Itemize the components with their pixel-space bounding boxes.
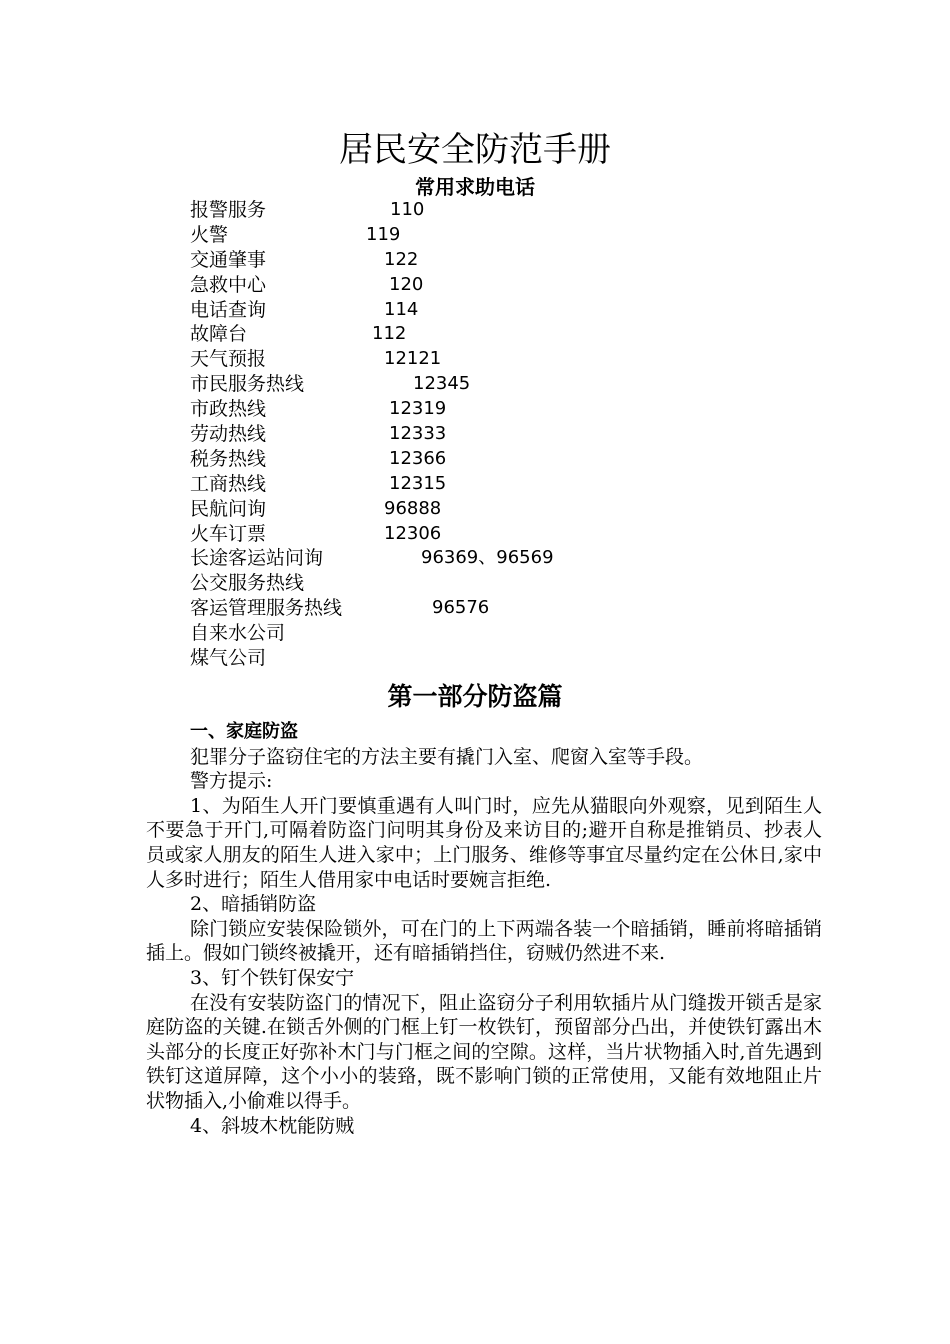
phone-row — [190, 322, 790, 347]
paragraph: 警方提示: — [190, 770, 273, 793]
phone-row — [190, 273, 790, 298]
phone-number: 12345 — [413, 373, 471, 395]
phone-row — [190, 248, 790, 273]
phone-name: 火警 — [190, 223, 229, 246]
phone-row — [190, 621, 790, 646]
phone-name: 民航问询 — [190, 497, 267, 520]
phone-row — [190, 646, 790, 671]
phone-number: 112 — [372, 323, 407, 345]
phone-row — [190, 347, 790, 372]
phone-row — [190, 447, 790, 472]
phone-row — [190, 596, 790, 621]
phone-number: 12306 — [384, 522, 442, 544]
phone-number: 12315 — [389, 472, 447, 494]
item-title: 3、钉个铁钉保安宁 — [190, 966, 355, 989]
phone-name: 市政热线 — [190, 398, 267, 421]
phone-number: 122 — [384, 248, 419, 270]
phone-number: 120 — [389, 273, 424, 295]
phone-number: 114 — [384, 298, 419, 320]
phone-name: 天气预报 — [190, 348, 267, 371]
phone-list-title: 常用求助电话 — [415, 175, 535, 199]
phone-row — [190, 298, 790, 323]
phone-name: 电话查询 — [190, 298, 267, 321]
paragraph: 1、为陌生人开门要慎重遇有人叫门时，应先从猫眼向外观察，见到陌生人不要急于开门,可隔着防盗门问明其身份及来访目的;避开自称是推销员、抄表人员或家人朋友的陌生人进入家中；上门服务、维修等事宜尽量约定在公休日,家中人多时进行；陌生人借用家中电话时要婉言拒绝. — [146, 794, 822, 891]
section-title: 第一部分防盗篇 — [387, 682, 563, 711]
phone-name: 煤气公司 — [190, 647, 267, 670]
section-body — [146, 720, 822, 1138]
phone-name: 交通肇事 — [190, 248, 267, 271]
phone-name: 故障台 — [190, 323, 248, 346]
phone-name: 公交服务热线 — [190, 572, 305, 595]
phone-number: 119 — [366, 223, 401, 245]
phone-number: 12121 — [384, 348, 442, 370]
phone-number: 12333 — [389, 423, 447, 445]
phone-number: 12366 — [389, 447, 447, 469]
phone-number: 96888 — [384, 497, 442, 519]
document-title: 居民安全防范手册 — [339, 130, 611, 170]
phone-name: 市民服务热线 — [190, 373, 305, 396]
phone-name: 劳动热线 — [190, 423, 267, 446]
phone-row — [190, 422, 790, 447]
phone-row — [190, 497, 790, 522]
phone-number: 110 — [390, 199, 425, 220]
phone-row — [190, 223, 790, 248]
phone-name: 工商热线 — [190, 472, 267, 495]
phone-name: 长途客运站问询 — [190, 547, 324, 570]
paragraph: 除门锁应安装保险锁外，可在门的上下两端各装一个暗插销，睡前将暗插销插上。假如门锁终被撬开，还有暗插销挡住，窃贼仍然进不来. — [146, 917, 822, 965]
phone-row — [190, 522, 790, 547]
paragraph: 犯罪分子盗窃住宅的方法主要有撬门入室、爬窗入室等手段。 — [190, 745, 704, 768]
phone-number: 96576 — [432, 597, 490, 619]
phone-name: 急救中心 — [190, 273, 267, 296]
item-title: 2、暗插销防盗 — [190, 893, 317, 916]
paragraph: 在没有安装防盗门的情况下，阻止盗窃分子利用软插片从门缝拨开锁舌是家庭防盗的关键.在锁舌外侧的门框上钉一枚铁钉，预留部分凸出，并使铁钉露出木头部分的长度正好弥补木门与门框之间的空隙。这样，当片状物插入时,首先遇到铁钉这道屏障，这个小小的装臵，既不影响门锁的正常使用，又能有效地阻止片状物插入,小偷难以得手。 — [146, 991, 822, 1112]
phone-name: 税务热线 — [190, 447, 267, 470]
phone-name: 报警服务 — [190, 199, 267, 221]
item-title: 4、斜坡木枕能防贼 — [190, 1114, 355, 1137]
subsection-heading: 一、家庭防盗 — [190, 721, 298, 742]
phone-list — [190, 198, 790, 671]
phone-row — [190, 571, 790, 596]
phone-row — [190, 372, 790, 397]
phone-name: 自来水公司 — [190, 622, 286, 645]
phone-row — [190, 472, 790, 497]
phone-number: 96369、96569 — [421, 547, 554, 569]
phone-name: 客运管理服务热线 — [190, 597, 343, 620]
phone-name: 火车订票 — [190, 522, 267, 545]
phone-row — [190, 546, 790, 571]
phone-number: 12319 — [389, 398, 447, 420]
phone-row — [190, 198, 790, 223]
phone-row — [190, 397, 790, 422]
